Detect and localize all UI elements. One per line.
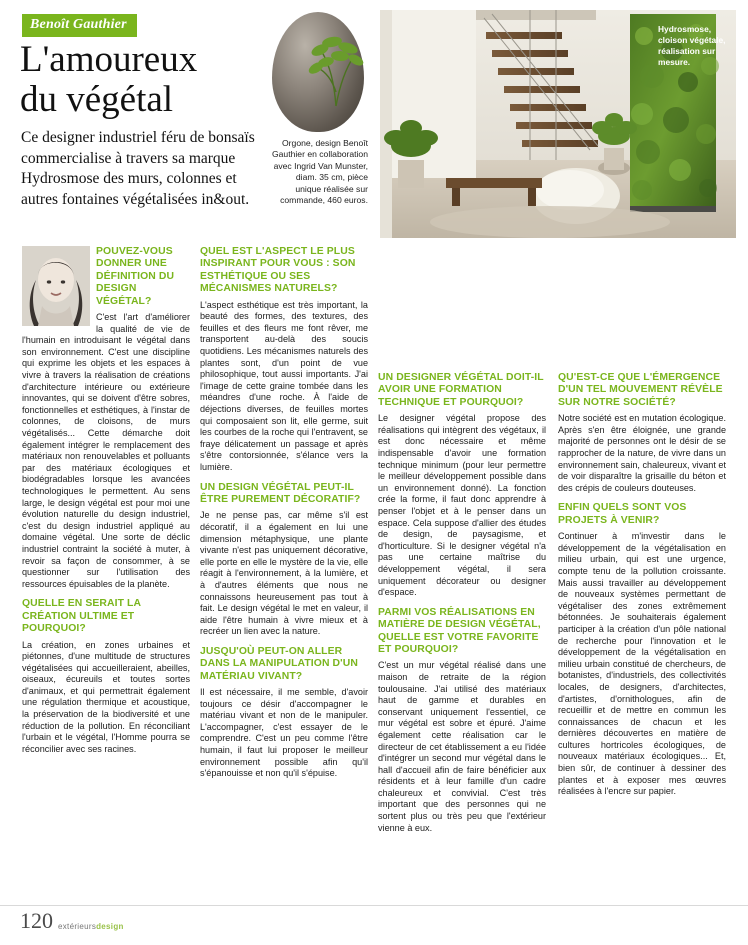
headline-line-1: L'amoureux	[20, 39, 198, 80]
question-2: QUELLE EN SERAIT LA CRÉATION ULTIME ET POURQUOI?	[22, 598, 141, 635]
standfirst: Ce designer industriel féru de bonsaïs commercialise à travers sa marque Hydrosmose des murs, colonnes et autres fontaines végétalisées in&out.	[21, 129, 255, 208]
portrait-text-wrap	[22, 246, 96, 330]
question-3: QUEL EST L'ASPECT LE PLUS INSPIRANT POUR VOUS : SON ESTHÉTIQUE OU SES MÉCANISMES NATURELS?	[200, 246, 356, 295]
question-6: UN DESIGNER VÉGÉTAL DOIT-IL AVOIR UNE FORMATION TECHNIQUE ET POURQUOI?	[378, 372, 544, 408]
answer-5: Il est nécessaire, il me semble, d'avoir toujours ce désir d'accompagner le matériau vivant et non de le manipuler. L'accompagner, c'est essayer de le comprendre. C'est un peu comme l'être humain, il faut lui proposer le meilleur environnement possible afin qu'il s'épanouisse et non qu'il s'épuise.	[200, 687, 368, 779]
answer-6: Le designer végétal propose des réalisations qui intègrent des végétaux, il est donc nécessaire et même indispensable d'avoir une formation technique minimum (pour leur permettre le meilleur développement possible dans un environnement donné). La fonction crée la forme, il faut donc apprendre à penser l'objet et à le penser dans un espace. Cela suppose d'allier des études de design, de paysagisme, et d'horticulture. Si le designer végétal n'a pas une certaine maîtrise du développement végétal, il sera uniquement décorateur ou designer d'espace.	[378, 413, 546, 598]
answer-7: C'est un mur végétal réalisé dans une maison de retraite de la région toulousaine. J'ai utilisé des matériaux haut de gamme et durables en conservant uniquement l'essentiel, ce mur végétal est sobre et épuré. J'aime également cette réalisation car le directeur de cet établissement a eu l'idée d'intégrer un second mur végétal dans le hall d'accueil afin de faire bénéficier aux résidents et à leur famille d'un cadre chaleureux et convivial. C'est très important que des personnes qui ne sortent plus ou très peu que l'extérieur vienne à eux.	[378, 660, 546, 833]
orgone-plant-illustration	[296, 22, 374, 108]
author-tag: Benoît Gauthier	[22, 14, 137, 37]
answer-9: Continuer à m'investir dans le développement de la végétalisation en milieu urbain, qui est une urgence, compte tenu de la pollution croissante. Mais aussi travailler au développement de nouveaux systèmes permettant de végétaliser des zones extrêmement bétonnées. Je souhaiterais également participer à la création d'un pôle national de recherche pour l'innovation et le développement de la végétalisation en milieu urbain constitué de chercheurs, de botanistes, d'industriels, des collectivités locales, de designers, d'architectes, d'artistes, d'ornithologues, afin de recueillir et de mettre en commun les connaissances de chacun et les dernières découvertes en matière de cultures hortricoles écologiques, de nouveaux matériaux écologiques... Et, bien sûr, de continuer à dessiner des plantes et à exposer mes œuvres réalisées à l'encre sur papier.	[558, 531, 726, 797]
headline-line-2: du végétal	[20, 79, 174, 120]
column-4	[558, 372, 726, 806]
column-3	[378, 372, 546, 842]
answer-8: Notre société est en mutation écologique. Après s'en être éloignée, une grande majorité de personnes ont le désir de se rapprocher de la nature, de vivre dans un environnement sain, chaleureux, vivant et de voir disparaître la grisaille du béton et des crépis de couleurs douteuses.	[558, 413, 726, 493]
magazine-name-suffix: design	[96, 922, 124, 931]
answer-2: La création, en zones urbaines et piétonnes, d'une multitude de structures végétalisées qui accueilleraient, abeilles, oiseaux, écureuils et toutes sortes d'animaux, et qui permettrait également une régulation thermique et acoustique, la préservation de la biodiversité et une réduction de la pollution. En réconciliant l'urbain et le végétal, l'Homme pourra se réconcilier avec ses racines.	[22, 639, 190, 754]
column-1	[22, 246, 190, 763]
hero-caption: Hydrosmose, cloison végétale, réalisation sur mesure.	[658, 24, 726, 67]
question-7: PARMI VOS RÉALISATIONS EN MATIÈRE DE DESIGN VÉGÉTAL, QUELLE EST VOTRE FAVORITE ET POURQUOI?	[378, 606, 541, 655]
question-4: UN DESIGN VÉGÉTAL PEUT-IL ÊTRE PUREMENT DÉCORATIF?	[200, 481, 361, 505]
page-number: 120	[20, 908, 53, 933]
orgone-caption: Orgone, design Benoît Gauthier en collaboration avec Ingrid Van Munster, diam. 35 cm, pièce unique réalisée sur commande, 460 euros.	[271, 138, 368, 206]
question-8: QU'EST-CE QUE L'ÉMERGENCE D'UN TEL MOUVEMENT RÉVÈLE SUR NOTRE SOCIÉTÉ?	[558, 372, 723, 408]
column-2	[200, 246, 368, 788]
footer-divider	[0, 905, 748, 906]
answer-3: L'aspect esthétique est très important, la beauté des formes, des textures, des feuilles et des fleurs me font rêver, me transportent au-delà des soucis quotidiens. Les mécanismes naturels des plantes sont, d'un point de vue philosophique, tout aussi importants. J'ai l'image de cette graine tombée dans les méandres d'une roche. À l'aide de déjections diverses, de feuilles mortes qui composaient son lit, elle germe, suit les courbes de la roche qui l'entravent, se fraye délicatement un passage et après s'être contorsionnée, s'élance vers la lumière.	[200, 299, 368, 472]
magazine-name	[58, 922, 124, 931]
question-1: POUVEZ-VOUS DONNER UNE DÉFINITION DU DESIGN VÉGÉTAL?	[96, 246, 175, 307]
page-title	[20, 40, 280, 120]
answer-4: Je ne pense pas, car même s'il est décoratif, il a également en lui une dimension métaphysique, une plante vivante n'est pas uniquement décorative, elle porte en elle le mystère de la vie, elle réagit à l'environnement, à la lumière, et à d'autres éléments que nous ne connaissons heureusement pas tout à fait. Le design végétal le met en valeur, il aide l'être humain à vivre mieux et à recréer un lien avec la nature.	[200, 510, 368, 637]
question-9: ENFIN QUELS SONT VOS PROJETS À VENIR?	[558, 502, 687, 526]
answer-1: C'est l'art d'améliorer la qualité de vie de l'humain en introduisant le végétal dans son environnement. C'est une discipline qui exprime les objets et les espaces à vivre à travers la réalisation de créations d'architecture intérieure ou extérieure innovantes, qui se doivent d'être sobres, fonctionnelles et esthétiques, à l'instar de colonnes, de cloisons, de murs végétalisés... Cette démarche doit également intégrer le remplacement des matériaux non renouvelables et polluants par des matériaux écologiques et biodégradables lorsque les avancées technologiques le permettent. Au sens large, le design végétal est pour moi une évolution naturelle du design industriel, c'est du design industriel appliqué au domaine végétal. Une sorte de déclic industriel contraint la société à muter, à revoir sa façon de consommer, à se questionner sur l'utilisation des ressources épuisables de la planète.	[22, 312, 190, 589]
question-5: JUSQU'OÙ PEUT-ON ALLER DANS LA MANIPULATION D'UN MATÉRIAU VIVANT?	[200, 645, 358, 682]
magazine-name-main: extérieurs	[58, 922, 97, 931]
